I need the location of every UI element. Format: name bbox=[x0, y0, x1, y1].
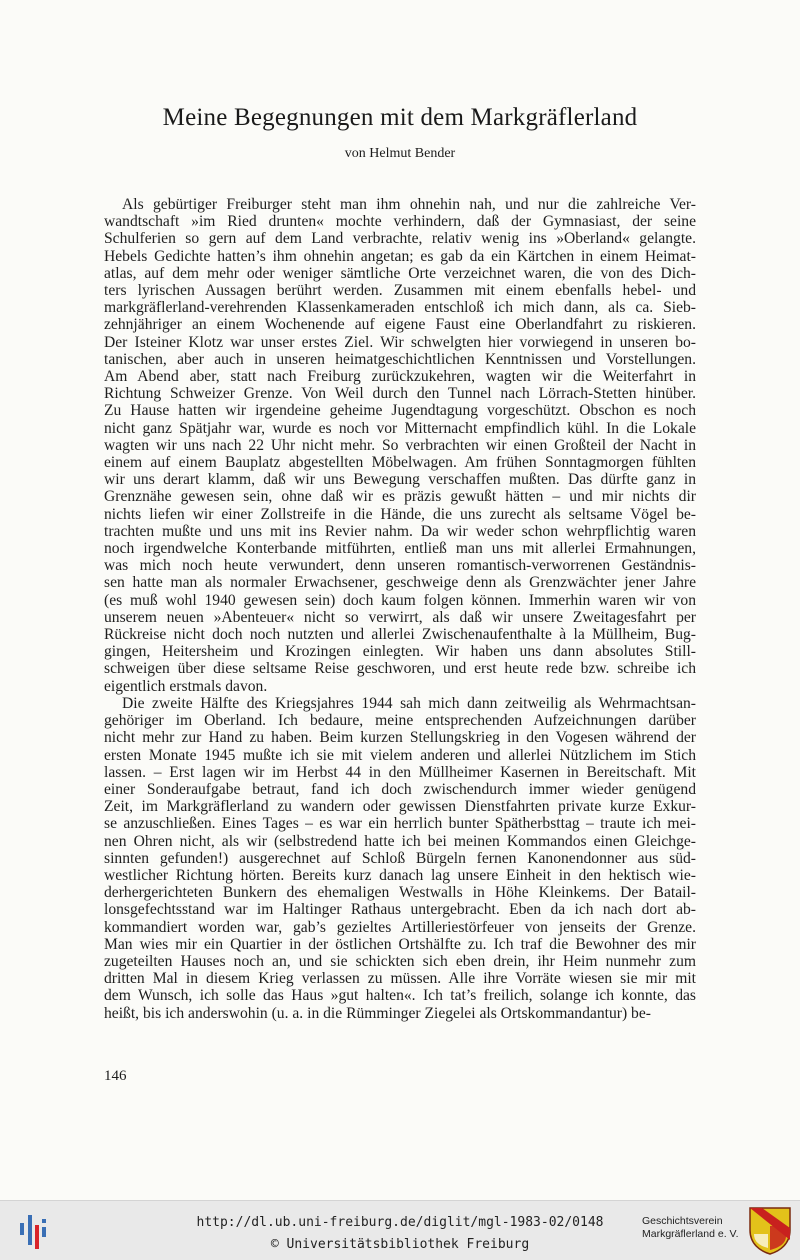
text-line: Rückreise nicht doch noch nutzten und allerlei Zwischenaufenthalte à la Müllheim, Bug- bbox=[104, 626, 696, 644]
text-line: nicht ganz Spätjahr war, wurde es noch vor Mitternacht empfindlich kühl. In die Lokale bbox=[104, 419, 696, 437]
society-line-2: Markgräflerland e. V. bbox=[642, 1228, 739, 1240]
text-line: westlicher Richtung hörten. Bereits kurz danach lag unsere Einheit in den hektisch wie- bbox=[104, 866, 696, 884]
text-line: Man wies mir ein Quartier in der östlichen Ortshälfte zu. Ich traf die Bewohner des mir bbox=[104, 935, 696, 953]
society-name[interactable] bbox=[642, 1215, 739, 1241]
text-line: schweigen über diese seltsame Reise geschworen, und erst heute rede bzw. schreibe ich bbox=[104, 660, 696, 678]
text-line: Zu Hause hatten wir irgendeine geheime Jugendtagung vorgeschützt. Obschon es noch bbox=[104, 402, 696, 420]
text-line: tanischen, aber auch in unseren heimatgeschichtlichen Kenntnissen und Vorstellungen. bbox=[104, 350, 696, 368]
text-line: gingen, Heitersheim und Krozingen einlegten. Wir haben uns dann absolutes Still- bbox=[104, 643, 696, 661]
text-line: dritten Mal in diesem Krieg verlassen zu müssen. Alle ihre Vorräte wiesen sie mir mit bbox=[104, 970, 696, 988]
text-line: Am Abend aber, statt nach Freiburg zurückzukehren, wagten wir die Weiterfahrt in bbox=[104, 368, 696, 386]
text-line: lonsgefechtsstand war im Haltinger Rathaus untergebracht. Eben da ich nach dort ab- bbox=[104, 901, 696, 919]
text-line: sinnten gefunden!) ausgerechnet auf Schloß Bürgeln fernen Kanonendonner aus süd- bbox=[104, 849, 696, 867]
text-line: gehöriger im Oberland. Ich bedaure, meine entsprechenden Aufzeichnungen darüber bbox=[104, 712, 696, 730]
text-line: trachten mußte und uns mit ins Revier nahm. Da wir weder schon wehrpflichtig waren bbox=[104, 522, 696, 540]
text-line: nen Ohren nicht, als wir (selbstredend hatte ich bei meinen Kommandos einen Gleichge- bbox=[104, 832, 696, 850]
text-line: wir uns derart klamm, daß wir uns Bewegung verschaffen mußten. Das dürfte ganz in bbox=[104, 471, 696, 489]
text-line: was mich noch heute verwundert, denn unseren romantisch-verworrenen Geständnis- bbox=[104, 557, 696, 575]
text-line: sen hatte man als normaler Erwachsener, geschweige denn als Grenzwächter jener Jahre bbox=[104, 574, 696, 592]
text-line: atlas, auf dem mehr oder weniger sämtliche Orte verzeichnet waren, die von des Dich- bbox=[104, 264, 696, 282]
text-line: Die zweite Hälfte des Kriegsjahres 1944 sah mich dann zeitweilig als Wehrmachtsan- bbox=[122, 694, 696, 712]
text-line: (es muß wohl 1940 gewesen sein) doch kaum folgen können. Immerhin waren wir von bbox=[104, 591, 696, 609]
coat-of-arms-icon[interactable] bbox=[748, 1206, 792, 1256]
text-line: einer Sonderaufgabe betraut, fand ich doch zwischendurch immer wieder genügend bbox=[104, 780, 696, 798]
text-line: nicht mehr zur Hand zu haben. Beim kurzen Stellungskrieg in den Vogesen während der bbox=[104, 729, 696, 747]
text-line: Hebels Gedichte hatten’s ihm ohnehin angetan; es gab da ein Kärtchen in einem Heimat- bbox=[104, 247, 696, 265]
text-line: markgräflerland-verehrenden Klassenkameraden entschloß ich mich dann, als ca. Sieb- bbox=[104, 299, 696, 317]
text-line: wandtschaft »im Ried drunten« mochte verhindern, daß der Gymnasiast, der seine bbox=[104, 213, 696, 231]
text-line: Grenznähe gewesen sein, ohne daß wir es präzis gewußt hätten – und mir nichts dir bbox=[104, 488, 696, 506]
text-line: einem auf einem Bauplatz abgestellten Möbelwagen. Am frühen Sonntagmorgen fühlten bbox=[104, 454, 696, 472]
text-line: ersten Monate 1945 mußte ich sie mit vielem anderen und allerlei Nützlichem im Stich bbox=[104, 746, 696, 764]
text-line: zugeteilten Hauses noch an, und sie schickten sich eben drein, ihr Heim nunmehr zum bbox=[104, 952, 696, 970]
text-line: Als gebürtiger Freiburger steht man ihm ohnehin nah, und nur die zahlreiche Ver- bbox=[122, 196, 696, 213]
text-line: heißt, bis ich anderswohin (u. a. in die Rümminger Ziegelei als Ortskommandantur) be- bbox=[104, 1004, 651, 1022]
article-author: von Helmut Bender bbox=[344, 146, 456, 161]
text-line: unserem neuen »Abenteuer« nicht so verwirrt, als daß wir unsere Zweitagesfahrt per bbox=[104, 608, 696, 626]
viewer-footer bbox=[0, 1200, 800, 1260]
text-line: zehnjähriger an einem Wochenende auf eigene Faust eine Oberlandfahrt zu riskieren. bbox=[104, 316, 696, 334]
text-line: nichts liefen wir einer Zollstreife in die Hände, die uns zurecht als seltsame Vögel be- bbox=[104, 505, 696, 523]
article-body bbox=[104, 196, 696, 1022]
text-line: ters lyrischen Aussagen berührt werden. Zusammen mit einem ebenfalls hebel- und bbox=[104, 282, 696, 300]
text-line: eigentlich erstmals davon. bbox=[104, 677, 268, 695]
text-line: Zeit, im Markgräflerland zu wandern oder gewissen Dienstfahrten private kurze Exkur- bbox=[104, 798, 696, 816]
text-line: kommandiert worden war, gab’s gezieltes Artilleriestörfeuer von jenseits der Grenze. bbox=[104, 918, 696, 936]
footer-url-link[interactable]: http://dl.ub.uni-freiburg.de/diglit/mgl-1983-02/0148 bbox=[196, 1215, 604, 1230]
text-line: Schulferien so gern auf dem Land verbrachte, relativ wenig ins »Oberland« gelangte. bbox=[104, 230, 696, 248]
text-line: lassen. – Erst lagen wir im Herbst 44 in den Müllheimer Kasernen in Bereitschaft. Mit bbox=[104, 763, 696, 781]
footer-copyright: © Universitätsbibliothek Freiburg bbox=[270, 1237, 530, 1252]
text-line: noch irgendwelche Konterbande mitführten, entließ man uns mit allerlei Ermahnungen, bbox=[104, 540, 696, 558]
text-line: derhergerichteten Bunkern des ehemaligen Westwalls in Höhe Kleinkems. Der Batail- bbox=[104, 884, 696, 902]
text-line: se anzuschließen. Eines Tages – es war ein herrlich bunter Spätherbsttag – traute ich mei- bbox=[104, 815, 696, 833]
text-line: Richtung Schweizer Grenze. Von Weil durch den Tunnel nach Lörrach-Stetten hinüber. bbox=[104, 385, 696, 403]
text-line: wagten wir uns nach 22 Uhr nicht mehr. So verbrachten wir einen Großteil der Nacht in bbox=[104, 436, 696, 454]
page-number: 146 bbox=[104, 1068, 127, 1084]
society-line-1: Geschichtsverein bbox=[642, 1215, 723, 1227]
text-line: Der Isteiner Klotz war unser erstes Ziel. Wir schwelgten hier vorwiegend in unseren bo- bbox=[104, 333, 696, 351]
article-title: Meine Begegnungen mit dem Markgräflerland bbox=[162, 104, 638, 131]
text-line: dem Wunsch, ich solle das Haus »gut halten«. Ich tat’s freilich, solange ich konnte, das bbox=[104, 987, 696, 1005]
